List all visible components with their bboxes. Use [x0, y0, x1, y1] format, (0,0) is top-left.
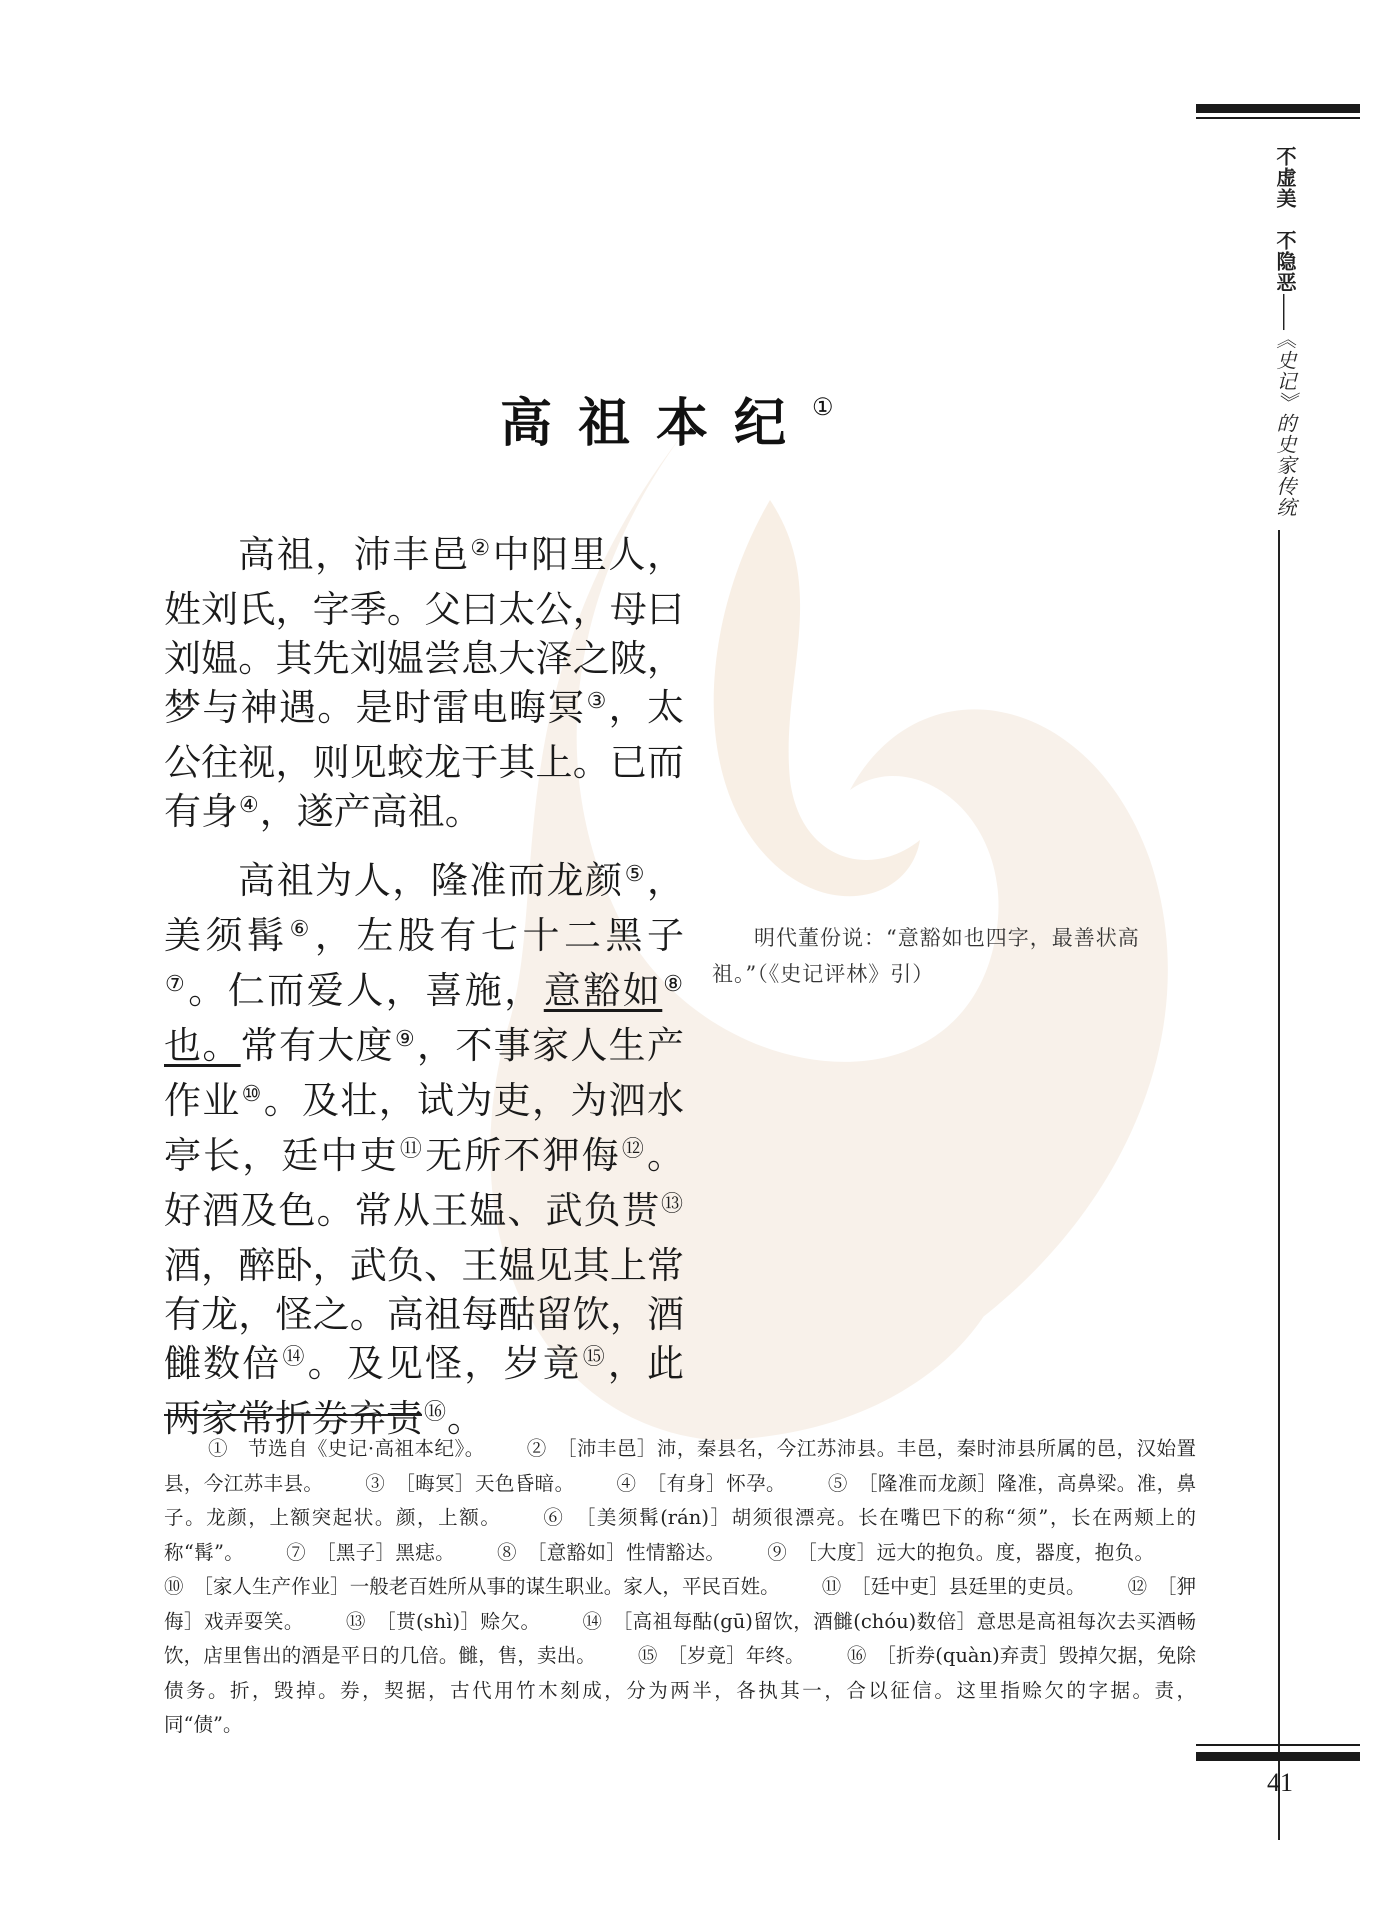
footnote-ref: ④	[239, 793, 259, 818]
running-header	[1267, 146, 1297, 518]
page-number: 41	[1267, 1768, 1293, 1797]
text-run: 高祖，沛丰邑	[238, 533, 470, 576]
footnote: ③ ［晦冥］天色昏暗。	[365, 1471, 575, 1495]
footnote: ⑤ ［隆准而龙颜］隆准，高鼻梁。准，鼻子。龙颜，上额突起状。颜，上额。	[164, 1471, 1196, 1529]
paragraph	[164, 530, 684, 842]
footnote-ref: ⑧	[663, 972, 684, 997]
text-run: 。	[447, 1397, 485, 1440]
footnote: ⑯ ［折券(quàn)弃责］毁掉欠据，免除债务。折，毁掉。券，契据，古代用竹木刻成，分为两半，各执其一，合以征信。这里指赊欠的字据。责，同“债”。	[164, 1644, 1196, 1736]
title-footnote-ref: ①	[812, 392, 834, 421]
footnote-ref: ⑨	[394, 1027, 417, 1052]
footnote-ref: ⑤	[624, 862, 646, 887]
footnote-ref: ⑫	[621, 1137, 646, 1162]
text-run: 。仁而爱人，喜施，	[188, 969, 544, 1012]
footnote: ⑦ ［黑子］黑痣。	[286, 1540, 455, 1564]
footnote: ⑫ ［狎侮］戏弄耍笑。	[164, 1575, 1196, 1633]
text-run: ，美须髯	[164, 859, 684, 957]
footnote: ① 节选自《史记·高祖本纪》。	[208, 1437, 485, 1460]
footnote-ref: ③	[586, 689, 608, 714]
footnote-ref: ⑭	[282, 1345, 307, 1370]
main-text	[164, 530, 684, 1449]
footnote-ref: ⑬	[660, 1192, 683, 1217]
unit-tag: 不虚美 不隐恶	[1273, 146, 1297, 293]
footnote: ② ［沛丰邑］沛，秦县名，今江苏沛县。丰邑，秦时沛县所属的邑，汉始置县，今江苏丰县。	[164, 1437, 1196, 1495]
text-run: 。好酒及色。常从王媪、武负贳	[164, 1134, 684, 1232]
footnote-ref: ⑮	[582, 1345, 607, 1370]
header-rule-thin	[1196, 117, 1360, 119]
text-run: 中阳里人，姓刘氏，字季。父曰太公，母曰刘媪。其先刘媪尝息大泽之陂，梦与神遇。是时雷电晦冥	[164, 533, 684, 729]
text-run: 高祖为人，隆准而龙颜	[238, 859, 624, 902]
running-header-dash: ——	[1273, 293, 1297, 329]
footer-rule-thin	[1196, 1744, 1360, 1746]
text-run: 常有大度	[240, 1024, 394, 1067]
footnote: ⑧ ［意豁如］性情豁达。	[496, 1540, 726, 1564]
text-run: 酒，醉卧，武负、王媪见其上常有龙，怪之。高祖每酤留饮，酒雠数倍	[164, 1244, 684, 1385]
text-run: ，太公往视，则见蛟龙于其上。已而有身	[164, 686, 684, 833]
footnotes	[164, 1432, 1196, 1743]
footnote-ref: ⑥	[289, 917, 314, 942]
footnote-ref: ⑪	[399, 1137, 425, 1162]
footnote-ref: ⑦	[165, 972, 188, 997]
header-rule-thick	[1196, 104, 1360, 113]
text-run: ，此两家常折券弃责	[164, 1342, 684, 1440]
underlined-text: 也。	[164, 1024, 241, 1067]
text-run: ，左股有七十二黑子	[314, 914, 685, 957]
text-run: ，遂产高祖。	[259, 790, 482, 833]
paragraph	[164, 856, 684, 1449]
text-run: 。及见怪，岁竟	[307, 1342, 582, 1385]
footnote-ref: ⑩	[241, 1082, 263, 1107]
footnote: ⑮ ［岁竟］年终。	[637, 1644, 805, 1667]
unit-subtitle: 《史记》的史家传统	[1273, 329, 1297, 518]
title-text: 高祖本纪	[500, 392, 813, 454]
footnote: ⑪ ［廷中吏］县廷里的吏员。	[821, 1575, 1086, 1598]
side-vertical-rule	[1278, 530, 1280, 1840]
underlined-text: 意豁如	[543, 969, 663, 1012]
footnote: ⑩ ［家人生产作业］一般老百姓所从事的谋生职业。家人，平民百姓。	[164, 1575, 780, 1598]
footnote-ref: ⑯	[424, 1400, 447, 1425]
footer-rule-thick	[1196, 1752, 1360, 1761]
page-title	[500, 381, 834, 456]
footnote: ⑥ ［美须髯(rán)］胡须很漂亮。长在嘴巴下的称“须”，长在两颊上的称“髯”。	[164, 1506, 1196, 1564]
footnote: ④ ［有身］怀孕。	[616, 1471, 786, 1495]
text-run: ，不事家人生产作业	[164, 1024, 684, 1122]
footnote: ⑬ ［贳(shì)］赊欠。	[345, 1609, 541, 1633]
text-run: 无所不狎侮	[425, 1134, 621, 1177]
footnote: ⑭ ［高祖每酤(gū)留饮，酒雠(chóu)数倍］意思是高祖每次去买酒畅饮，店里售出的酒是平日的几倍。雠，售，卖出。	[164, 1609, 1196, 1667]
footnote-ref: ②	[470, 536, 492, 561]
footnote: ⑨ ［大度］远大的抱负。度，器度，抱负。	[767, 1540, 1154, 1564]
side-comment: 明代董份说：“意豁如也四字，最善状高祖。”（《史记评林》引）	[712, 926, 1140, 986]
text-run: 。及壮，试为吏，为泗水亭长，廷中吏	[164, 1079, 684, 1177]
